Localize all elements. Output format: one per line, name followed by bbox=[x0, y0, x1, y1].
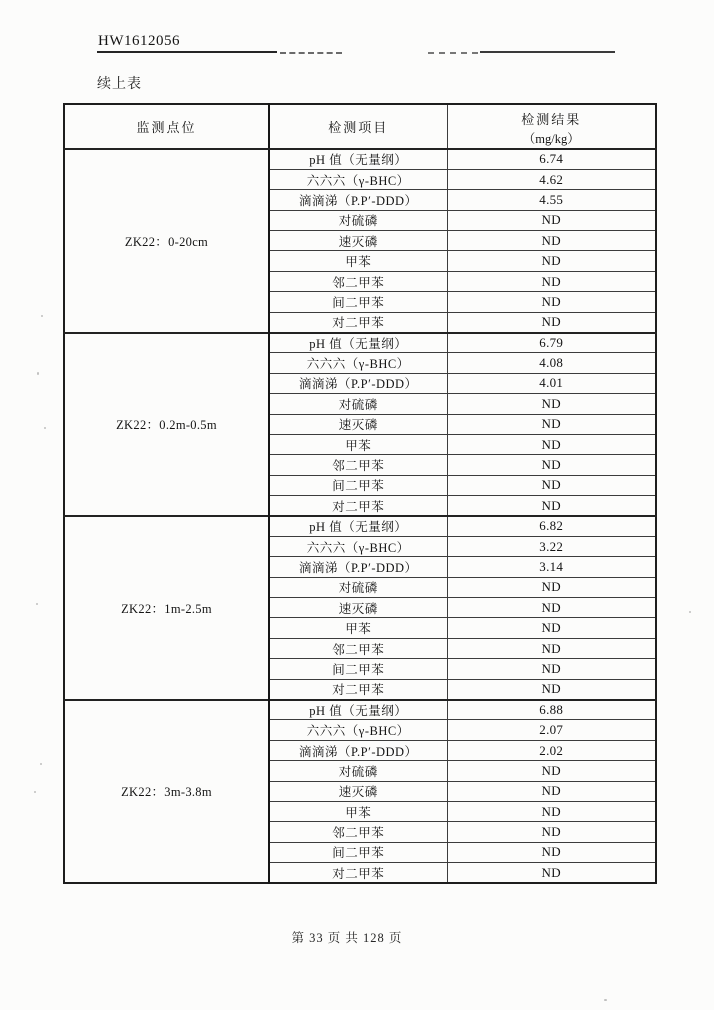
test-item-cell: 邻二甲苯 bbox=[269, 271, 447, 291]
test-result-cell: ND bbox=[447, 312, 656, 332]
test-item-cell: 六六六（γ-BHC） bbox=[269, 536, 447, 556]
test-item-cell: 对硫磷 bbox=[269, 761, 447, 781]
test-result-cell: ND bbox=[447, 271, 656, 291]
test-result-cell: 3.22 bbox=[447, 536, 656, 556]
test-item-cell: 对二甲苯 bbox=[269, 679, 447, 699]
table-row bbox=[64, 516, 656, 536]
test-result-cell: ND bbox=[447, 598, 656, 618]
test-item-cell: 甲苯 bbox=[269, 251, 447, 271]
monitoring-point-cell: ZK22：0.2m-0.5m bbox=[64, 333, 269, 517]
test-result-cell: ND bbox=[447, 659, 656, 679]
test-result-cell: 2.02 bbox=[447, 740, 656, 760]
table-row bbox=[64, 149, 656, 169]
test-item-cell: 六六六（γ-BHC） bbox=[269, 353, 447, 373]
test-item-cell: 间二甲苯 bbox=[269, 292, 447, 312]
header-rule-segment bbox=[280, 52, 342, 54]
test-item-cell: 邻二甲苯 bbox=[269, 455, 447, 475]
test-item-cell: 速灭磷 bbox=[269, 231, 447, 251]
test-item-cell: pH 值（无量纲） bbox=[269, 149, 447, 169]
test-result-cell: 4.08 bbox=[447, 353, 656, 373]
table-row bbox=[64, 700, 656, 720]
test-result-cell: ND bbox=[447, 618, 656, 638]
test-item-cell: 对硫磷 bbox=[269, 210, 447, 230]
test-item-cell: 滴滴涕（P.P′-DDD） bbox=[269, 373, 447, 393]
test-result-cell: 4.55 bbox=[447, 190, 656, 210]
column-header-result-unit: （mg/kg） bbox=[522, 131, 580, 146]
test-result-cell: ND bbox=[447, 761, 656, 781]
test-item-cell: 对硫磷 bbox=[269, 394, 447, 414]
test-result-cell: ND bbox=[447, 842, 656, 862]
test-result-cell: ND bbox=[447, 781, 656, 801]
test-result-cell: 6.79 bbox=[447, 333, 656, 353]
header-rule-segment bbox=[97, 51, 277, 53]
test-result-cell: ND bbox=[447, 863, 656, 883]
test-result-cell: ND bbox=[447, 292, 656, 312]
test-item-cell: 对二甲苯 bbox=[269, 863, 447, 883]
test-item-cell: 六六六（γ-BHC） bbox=[269, 720, 447, 740]
test-item-cell: 甲苯 bbox=[269, 618, 447, 638]
test-item-cell: 甲苯 bbox=[269, 434, 447, 454]
test-item-cell: 速灭磷 bbox=[269, 781, 447, 801]
doc-number: HW1612056 bbox=[98, 33, 180, 49]
test-item-cell: 对硫磷 bbox=[269, 577, 447, 597]
test-item-cell: 邻二甲苯 bbox=[269, 638, 447, 658]
monitoring-point-cell: ZK22：0-20cm bbox=[64, 149, 269, 333]
column-header-result bbox=[447, 104, 656, 149]
column-header-point: 监测点位 bbox=[64, 104, 269, 149]
test-item-cell: pH 值（无量纲） bbox=[269, 516, 447, 536]
test-result-cell: 4.01 bbox=[447, 373, 656, 393]
test-result-cell: ND bbox=[447, 414, 656, 434]
test-result-cell: ND bbox=[447, 434, 656, 454]
test-item-cell: 对二甲苯 bbox=[269, 312, 447, 332]
monitoring-point-cell: ZK22：3m-3.8m bbox=[64, 700, 269, 884]
test-item-cell: 甲苯 bbox=[269, 802, 447, 822]
table-row bbox=[64, 333, 656, 353]
test-item-cell: 滴滴涕（P.P′-DDD） bbox=[269, 557, 447, 577]
test-result-cell: ND bbox=[447, 496, 656, 516]
test-result-cell: ND bbox=[447, 822, 656, 842]
test-item-cell: 六六六（γ-BHC） bbox=[269, 169, 447, 189]
test-result-cell: ND bbox=[447, 577, 656, 597]
test-result-cell: 6.88 bbox=[447, 700, 656, 720]
test-item-cell: 邻二甲苯 bbox=[269, 822, 447, 842]
header-rule-segment bbox=[428, 52, 478, 54]
test-result-cell: ND bbox=[447, 455, 656, 475]
header-rule-segment bbox=[480, 51, 615, 53]
test-item-cell: pH 值（无量纲） bbox=[269, 700, 447, 720]
test-result-cell: ND bbox=[447, 251, 656, 271]
test-result-cell: ND bbox=[447, 802, 656, 822]
test-result-cell: ND bbox=[447, 210, 656, 230]
test-item-cell: 滴滴涕（P.P′-DDD） bbox=[269, 190, 447, 210]
test-item-cell: 间二甲苯 bbox=[269, 842, 447, 862]
test-result-cell: 3.14 bbox=[447, 557, 656, 577]
test-result-cell: ND bbox=[447, 679, 656, 699]
table-header-row bbox=[64, 104, 656, 149]
test-result-cell: ND bbox=[447, 475, 656, 495]
page-number: 第 33 页 共 128 页 bbox=[291, 931, 403, 945]
monitoring-point-cell: ZK22：1m-2.5m bbox=[64, 516, 269, 700]
test-result-cell: ND bbox=[447, 231, 656, 251]
column-header-item: 检测项目 bbox=[269, 104, 447, 149]
column-header-result-title: 检测结果 bbox=[521, 111, 582, 127]
test-result-cell: 6.74 bbox=[447, 149, 656, 169]
test-result-cell: 4.62 bbox=[447, 169, 656, 189]
test-item-cell: pH 值（无量纲） bbox=[269, 333, 447, 353]
test-result-cell: ND bbox=[447, 638, 656, 658]
continued-table-label: 续上表 bbox=[97, 77, 142, 92]
test-item-cell: 速灭磷 bbox=[269, 598, 447, 618]
test-item-cell: 间二甲苯 bbox=[269, 475, 447, 495]
test-result-cell: ND bbox=[447, 394, 656, 414]
test-result-cell: 2.07 bbox=[447, 720, 656, 740]
test-result-cell: 6.82 bbox=[447, 516, 656, 536]
test-item-cell: 滴滴涕（P.P′-DDD） bbox=[269, 740, 447, 760]
results-table bbox=[63, 103, 657, 884]
test-item-cell: 速灭磷 bbox=[269, 414, 447, 434]
test-item-cell: 间二甲苯 bbox=[269, 659, 447, 679]
test-item-cell: 对二甲苯 bbox=[269, 496, 447, 516]
